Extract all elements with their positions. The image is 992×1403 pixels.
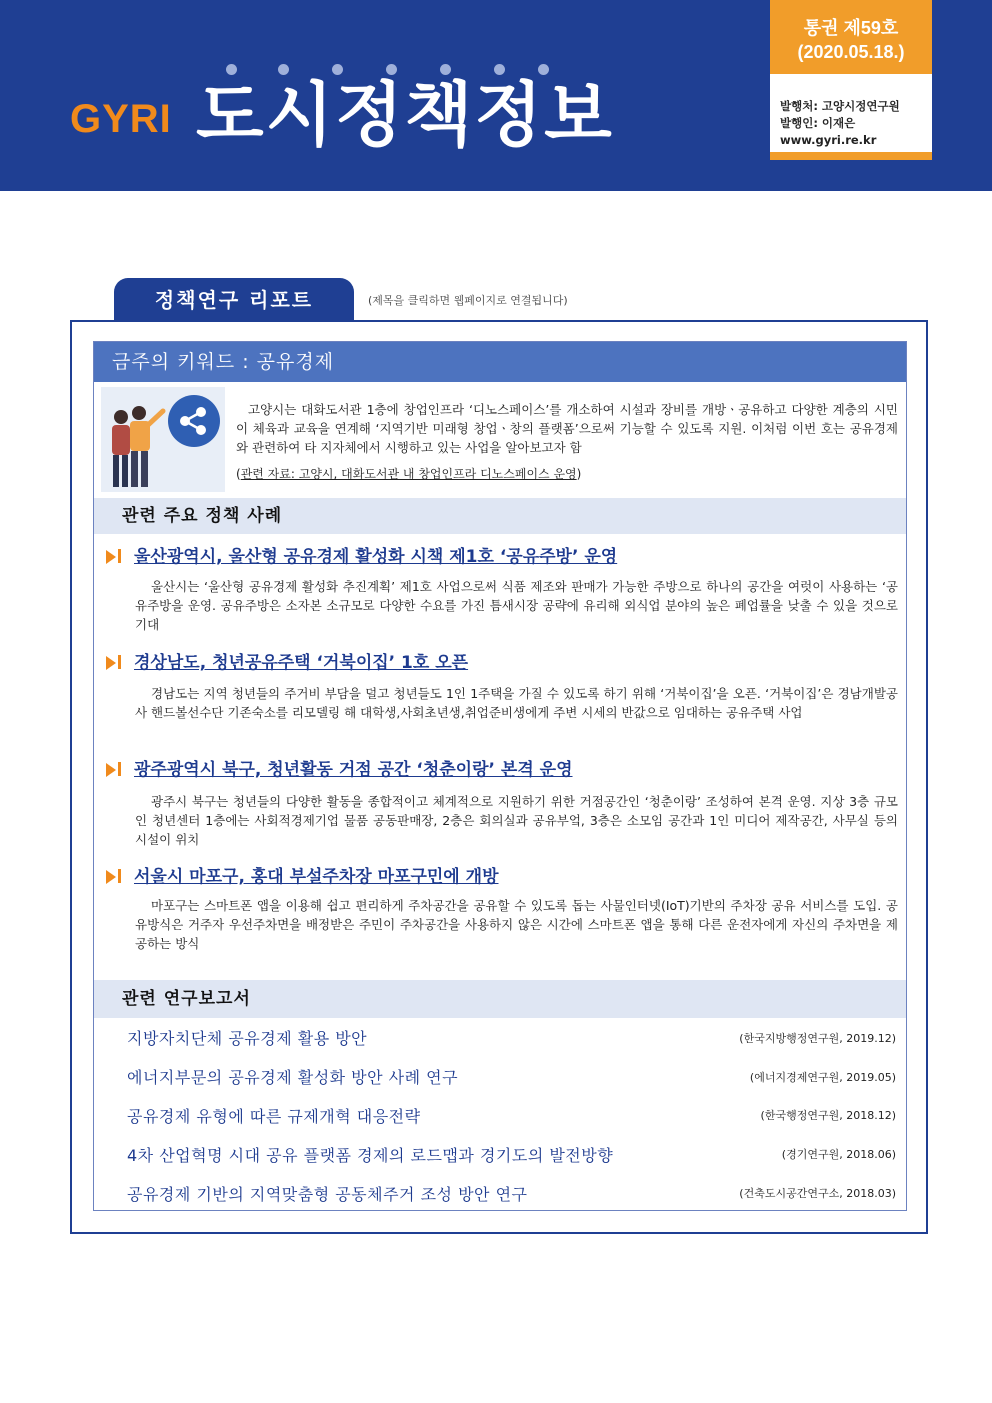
section-note: (제목을 클릭하면 웹페이지로 연결됩니다) (368, 294, 568, 307)
publisher-info (780, 98, 900, 149)
case-title-ulsan[interactable]: 울산광역시, 울산형 공유경제 활성화 시책 제1호 ‘공유주방’ 운영 (106, 542, 617, 567)
gyri-logo: GYRI (70, 97, 172, 141)
report-title[interactable]: 공유경제 유형에 따른 규제개혁 대응전략 (127, 1107, 421, 1126)
report-source: (한국지방행정연구원, 2019.12) (739, 1032, 896, 1045)
issuer: 발행인: 이재은 (780, 116, 856, 130)
case-body-mapo: 마포구는 스마트폰 앱을 이용해 쉽고 편리하게 주차공간을 공유할 수 있도록 돕는 사물인터넷(IoT)기반의 주차장 공유 서비스를 도입. 공유방식은 거주자 우선주차면을 배정받은 주민이 주차공간을 사용하지 않은 시간에 스마트폰 앱을 통해 다른 운전자에게 자신의 주차면을 제공하는 방식 (135, 898, 898, 951)
play-arrow-icon (106, 654, 124, 670)
report-source: (경기연구원, 2018.06) (781, 1148, 896, 1161)
keyword-intro: 고양시는 대화도서관 1층에 창업인프라 ‘디노스페이스’를 개소하여 시설과 장비를 개방ㆍ공유하고 다양한 계층의 시민이 체육과 교육을 연계해 ‘지역기반 미래형 창업ㆍ창의 플랫폼’으로써 기능할 수 있도록 지원. 이처럼 이번 호는 공유경제와 관련하여 타 지자체에서 시행하고 있는 사업을 알아보고자 함 (236, 402, 898, 455)
report-title[interactable]: 4차 산업혁명 시대 공유 플랫폼 경제의 로드맵과 경기도의 발전방향 (127, 1146, 614, 1165)
play-arrow-icon (106, 868, 124, 884)
website-link[interactable]: www.gyri.re.kr (780, 133, 877, 147)
newsletter-title: 도시정책정보 (196, 74, 614, 156)
policy-cases-heading: 관련 주요 정책 사례 (94, 498, 906, 534)
case-body-gwangju: 광주시 북구는 청년들의 다양한 활동을 종합적이고 체계적으로 지원하기 위한 거점공간인 ‘청춘이랑’ 조성하여 본격 운영. 지상 3층 규모인 청년센터 1층에는 사회적경제기업 물품 공동판매장, 2층은 회의실과 공유부엌, 3층은 소모임 공간과 1인 미디어 제작공간, 사무실 등의 시설이 위치 (135, 794, 898, 847)
report-title[interactable]: 에너지부문의 공유경제 활성화 방안 사례 연구 (127, 1068, 459, 1087)
issue-info-box (770, 0, 932, 160)
keyword-bar: 금주의 키워드 : 공유경제 (94, 342, 906, 382)
publisher: 발행처: 고양시정연구원 (780, 99, 900, 113)
issue-box-bottom-bar (770, 152, 932, 160)
case-body-ulsan: 울산시는 ‘울산형 공유경제 활성화 추진계획’ 제1호 사업으로써 식품 제조와 판매가 가능한 주방으로 하나의 공간을 여럿이 사용하는 ‘공유주방을 운영. 공유주방은 소자본 소규모로 다양한 수요를 가진 틈새시장 공략에 유리해 외식업 분야의 높은 폐업률을 낮출 수 있을 것으로 기대 (135, 579, 898, 632)
report-source: (한국행정연구원, 2018.12) (760, 1109, 896, 1122)
sharing-illustration (101, 387, 225, 492)
section-tab: 정책연구 리포트 (114, 278, 354, 322)
play-arrow-icon (106, 548, 124, 564)
report-title[interactable]: 지방자치단체 공유경제 활용 방안 (127, 1029, 368, 1048)
report-source: (에너지경제연구원, 2019.05) (749, 1071, 896, 1084)
reports-heading: 관련 연구보고서 (94, 980, 906, 1018)
related-source: (관련 자료: 고양시, 대화도서관 내 창업인프라 디노스페이스 운영) (236, 467, 582, 481)
case-title-gwangju[interactable]: 광주광역시 북구, 청년활동 거점 공간 ‘청춘이랑’ 본격 운영 (106, 755, 573, 780)
issue-number-panel (770, 0, 932, 74)
report-title[interactable]: 공유경제 기반의 지역맞춤형 공동체주거 조성 방안 연구 (127, 1185, 528, 1204)
case-body-gyeongnam: 경남도는 지역 청년들의 주거비 부담을 덜고 청년들도 1인 1주택을 가질 수 있도록 하기 위해 ‘거북이집’을 오픈. ‘거북이집’은 경남개발공사 핸드볼선수단 기존숙소를 리모델링 해 대학생,사회초년생,취업준비생에게 주변 시세의 반값으로 임대하는 공유주택 사업 (135, 686, 898, 720)
report-source: (건축도시공간연구소, 2018.03) (739, 1187, 896, 1200)
issue-number: 통권 제59호 (803, 18, 899, 38)
issue-date: (2020.05.18.) (797, 42, 905, 62)
play-arrow-icon (106, 761, 124, 777)
case-title-mapo[interactable]: 서울시 마포구, 홍대 부설주차장 마포구민에 개방 (106, 862, 499, 887)
case-title-gyeongnam[interactable]: 경상남도, 청년공유주택 ‘거북이집’ 1호 오픈 (106, 648, 468, 673)
related-source-link[interactable]: 관련 자료: 고양시, 대화도서관 내 창업인프라 디노스페이스 운영 (240, 467, 577, 481)
